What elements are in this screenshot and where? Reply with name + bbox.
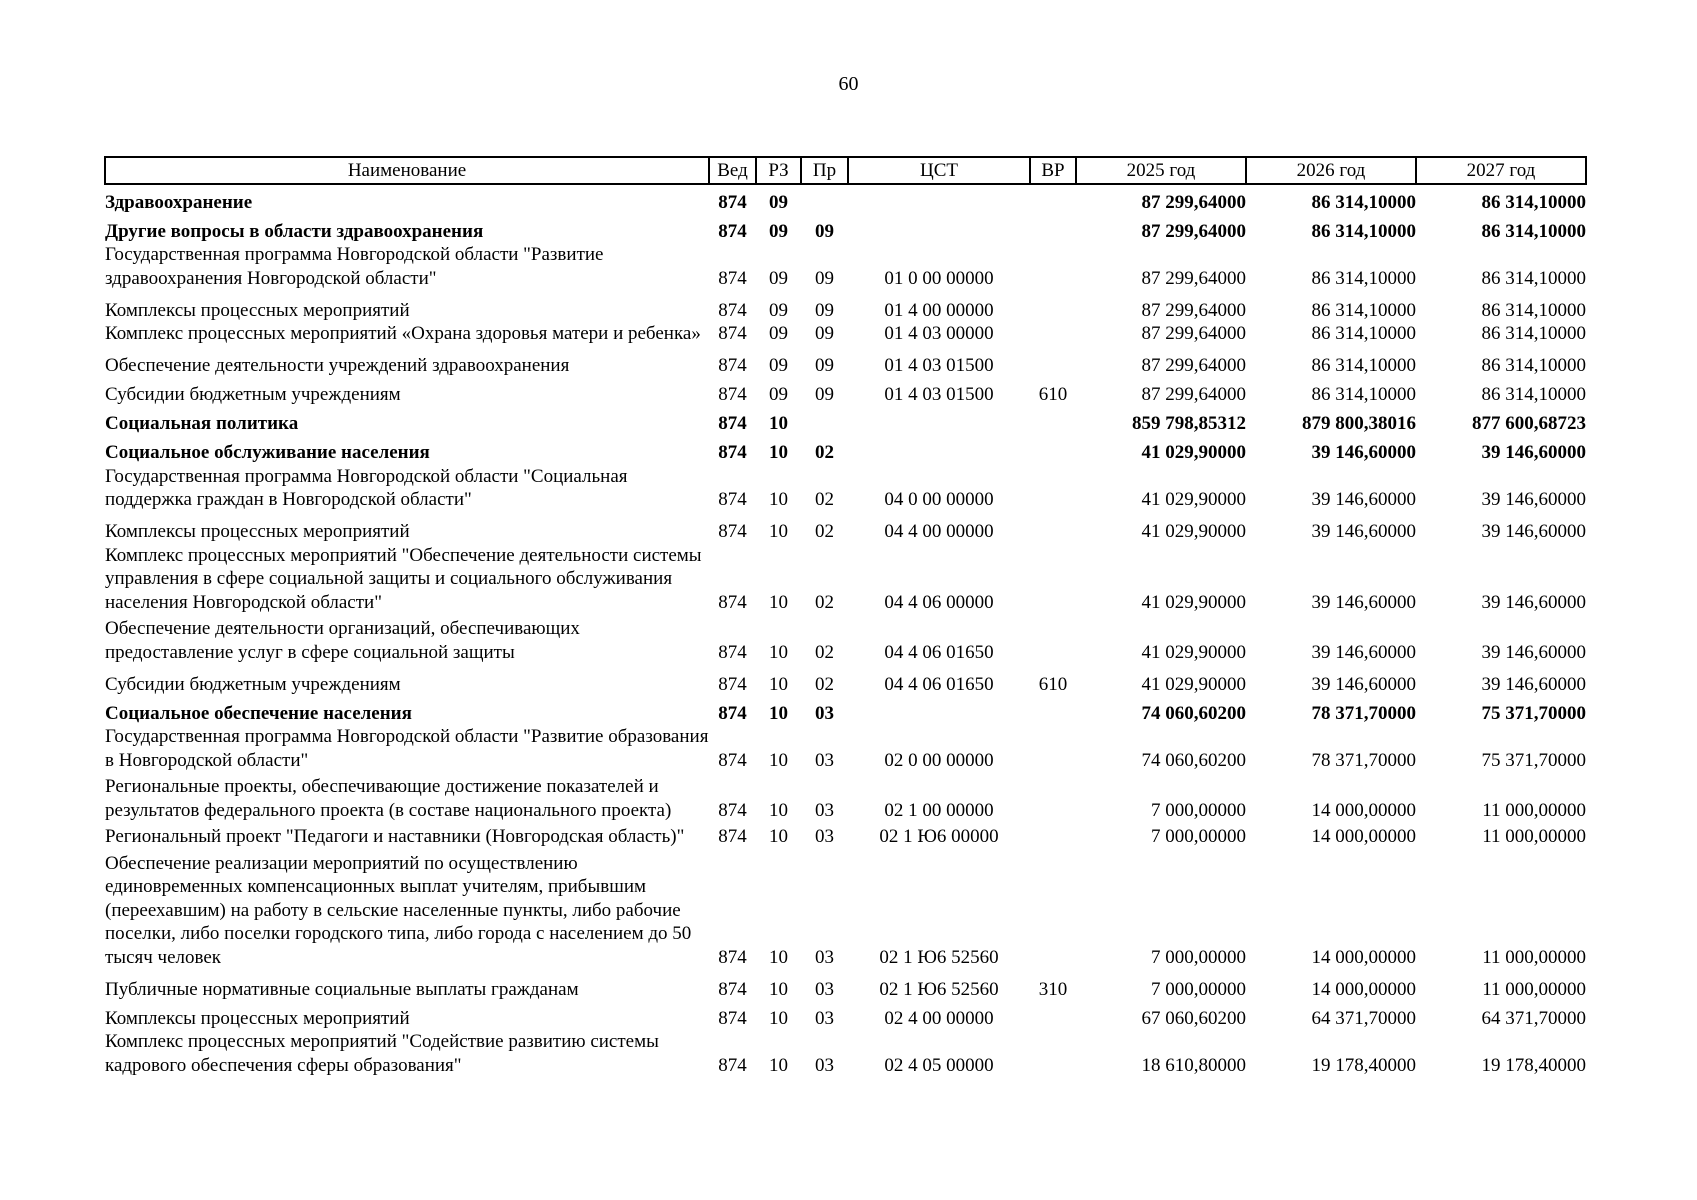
row-2025: 87 299,64000	[1141, 323, 1246, 344]
row-2025: 41 029,90000	[1141, 673, 1246, 695]
row-vr	[1030, 775, 1076, 825]
row-pr: 02	[815, 521, 834, 542]
row-2027: 86 314,10000	[1481, 384, 1586, 405]
row-2026: 14 000,00000	[1311, 978, 1416, 1000]
header-row	[105, 157, 1586, 184]
row-vr: 310	[1038, 978, 1068, 1000]
row-pr: 03	[815, 946, 834, 968]
row-2027: 11 000,00000	[1482, 799, 1586, 821]
row-name: Здравоохранение	[105, 191, 253, 213]
row-vr	[1030, 696, 1076, 725]
row-ved: 874	[718, 799, 747, 821]
row-2027: 75 371,70000	[1481, 749, 1586, 771]
row-2026: 39 146,60000	[1311, 673, 1416, 695]
row-ved: 874	[718, 191, 747, 213]
row-pr: 02	[815, 489, 834, 510]
row-pr: 02	[815, 641, 834, 663]
row-2026: 39 146,60000	[1311, 641, 1416, 663]
row-2027: 39 146,60000	[1481, 489, 1586, 510]
table-row	[105, 696, 1586, 725]
row-rz: 10	[769, 413, 788, 434]
row-cst: 04 0 00 00000	[884, 489, 994, 510]
table-row	[105, 775, 1586, 825]
row-2025: 74 060,60200	[1141, 702, 1246, 724]
row-2026: 64 371,70000	[1311, 1007, 1416, 1029]
row-pr: 02	[815, 442, 834, 463]
row-2027: 19 178,40000	[1481, 1054, 1586, 1076]
row-2026: 86 314,10000	[1311, 323, 1416, 344]
row-2026: 39 146,60000	[1311, 489, 1416, 510]
row-2025: 41 029,90000	[1141, 489, 1246, 510]
row-ved: 874	[718, 702, 747, 724]
row-cst: 02 1 Ю6 52560	[879, 978, 999, 1000]
row-pr: 09	[815, 220, 834, 242]
row-vr	[1030, 515, 1076, 544]
row-pr: 09	[815, 267, 834, 289]
row-2025: 74 060,60200	[1141, 749, 1246, 771]
row-ved: 874	[718, 641, 747, 663]
row-pr: 03	[815, 1007, 834, 1029]
row-rz: 10	[769, 641, 788, 663]
row-2027: 39 146,60000	[1481, 641, 1586, 663]
row-name: Государственная программа Новгородской области "Развитие образования в Новгородской области"	[105, 726, 709, 771]
row-name: Публичные нормативные социальные выплаты гражданам	[105, 978, 579, 1000]
table-row	[105, 725, 1586, 775]
table-row	[105, 436, 1586, 465]
row-pr: 02	[815, 591, 834, 613]
row-vr	[1030, 825, 1076, 852]
header-cst: ЦСТ	[848, 157, 1030, 184]
row-name: Комплекс процессных мероприятий "Обеспечение деятельности системы управления в сфере социальной защиты и социального обслуживания населения Новгородской области"	[105, 544, 702, 613]
row-2026: 19 178,40000	[1311, 1054, 1416, 1076]
row-ved: 874	[718, 442, 747, 463]
row-vr	[1030, 322, 1076, 349]
row-2025: 7 000,00000	[1151, 799, 1246, 821]
table-row	[105, 293, 1586, 322]
row-2027: 11 000,00000	[1482, 946, 1586, 968]
row-pr: 03	[815, 1054, 834, 1076]
row-cst: 04 4 00 00000	[884, 521, 994, 542]
row-2027: 39 146,60000	[1481, 442, 1586, 463]
row-2026: 86 314,10000	[1311, 267, 1416, 289]
row-2026: 39 146,60000	[1311, 521, 1416, 542]
row-vr	[1030, 617, 1076, 667]
row-2025: 7 000,00000	[1151, 946, 1246, 968]
row-2027: 86 314,10000	[1481, 220, 1586, 242]
table-row	[105, 972, 1586, 1001]
row-pr: 09	[815, 323, 834, 344]
row-name: Субсидии бюджетным учреждениям	[105, 384, 401, 405]
row-vr	[1030, 725, 1076, 775]
header-pr: Пр	[801, 157, 848, 184]
row-cst: 04 4 06 01650	[884, 641, 994, 663]
row-ved: 874	[718, 267, 747, 289]
row-ved: 874	[718, 299, 747, 321]
row-vr	[1030, 243, 1076, 293]
row-pr: 02	[815, 673, 834, 695]
row-rz: 10	[769, 946, 788, 968]
row-2025: 87 299,64000	[1141, 191, 1246, 213]
row-name: Региональные проекты, обеспечивающие достижение показателей и результатов федерального проекта (в составе национального проекта)	[105, 776, 672, 821]
row-name: Обеспечение деятельности организаций, обеспечивающих предоставление услуг в сфере социальной защиты	[105, 618, 580, 663]
row-pr: 03	[815, 826, 834, 847]
row-2027: 86 314,10000	[1481, 323, 1586, 344]
row-2025: 67 060,60200	[1141, 1007, 1246, 1029]
row-2026: 78 371,70000	[1311, 749, 1416, 771]
row-name: Социальная политика	[105, 413, 299, 434]
row-2027: 86 314,10000	[1481, 191, 1586, 213]
row-vr	[1030, 544, 1076, 618]
row-cst: 01 0 00 00000	[884, 267, 994, 289]
row-2025: 87 299,64000	[1141, 299, 1246, 321]
row-name: Государственная программа Новгородской области "Социальная поддержка граждан в Новгородской области"	[105, 465, 628, 510]
row-cst: 02 4 00 00000	[884, 1007, 994, 1029]
row-vr	[1030, 293, 1076, 322]
row-name: Региональный проект "Педагоги и наставники (Новгородская область)"	[105, 826, 685, 847]
table-row	[105, 1030, 1586, 1080]
row-2025: 87 299,64000	[1141, 355, 1246, 376]
header-2026: 2026 год	[1246, 157, 1416, 184]
row-2026: 78 371,70000	[1311, 702, 1416, 724]
row-rz: 09	[769, 191, 788, 213]
row-name: Обеспечение деятельности учреждений здравоохранения	[105, 355, 570, 376]
row-pr	[801, 184, 848, 214]
row-ved: 874	[718, 521, 747, 542]
table-row	[105, 184, 1586, 214]
row-rz: 10	[769, 673, 788, 695]
row-2026: 879 800,38016	[1302, 413, 1416, 434]
row-cst	[848, 184, 1030, 214]
row-cst: 01 4 03 00000	[884, 323, 994, 344]
row-rz: 10	[769, 702, 788, 724]
row-vr	[1030, 184, 1076, 214]
row-2026: 39 146,60000	[1311, 591, 1416, 613]
table-row	[105, 667, 1586, 696]
header-name: Наименование	[105, 157, 709, 184]
row-2025: 41 029,90000	[1141, 442, 1246, 463]
row-name: Социальное обеспечение населения	[105, 702, 412, 724]
row-ved: 874	[718, 591, 747, 613]
table-row	[105, 515, 1586, 544]
row-cst	[848, 214, 1030, 243]
row-ved: 874	[718, 826, 747, 847]
row-2027: 75 371,70000	[1481, 702, 1586, 724]
row-name: Государственная программа Новгородской области "Развитие здравоохранения Новгородской области"	[105, 244, 604, 289]
row-2027: 877 600,68723	[1472, 413, 1586, 434]
row-cst: 04 4 06 01650	[884, 673, 994, 695]
row-2027: 86 314,10000	[1481, 355, 1586, 376]
row-2027: 86 314,10000	[1481, 267, 1586, 289]
table-row	[105, 407, 1586, 436]
row-pr: 03	[815, 978, 834, 1000]
row-2026: 14 000,00000	[1311, 946, 1416, 968]
header-vr: ВР	[1030, 157, 1076, 184]
row-vr	[1030, 436, 1076, 465]
table-row	[105, 243, 1586, 293]
row-ved: 874	[718, 489, 747, 510]
row-2027: 11 000,00000	[1482, 826, 1586, 847]
row-name: Социальное обслуживание населения	[105, 442, 430, 463]
row-vr	[1030, 349, 1076, 378]
row-cst: 04 4 06 00000	[884, 591, 994, 613]
row-2027: 39 146,60000	[1481, 591, 1586, 613]
row-2026: 86 314,10000	[1311, 191, 1416, 213]
header-rz: РЗ	[756, 157, 801, 184]
row-name: Комплекс процессных мероприятий "Содействие развитию системы кадрового обеспечения сферы образования"	[105, 1031, 659, 1076]
table-header	[105, 157, 1586, 184]
row-2025: 87 299,64000	[1141, 220, 1246, 242]
row-ved: 874	[718, 413, 747, 434]
row-ved: 874	[718, 978, 747, 1000]
row-name: Комплекс процессных мероприятий «Охрана здоровья матери и ребенка»	[105, 323, 701, 344]
row-ved: 874	[718, 749, 747, 771]
row-cst: 02 0 00 00000	[884, 749, 994, 771]
row-2026: 14 000,00000	[1311, 826, 1416, 847]
row-2026: 39 146,60000	[1311, 442, 1416, 463]
row-ved: 874	[718, 1054, 747, 1076]
row-cst: 02 1 Ю6 52560	[879, 946, 999, 968]
row-rz: 10	[769, 1054, 788, 1076]
row-2027: 64 371,70000	[1481, 1007, 1586, 1029]
table-row	[105, 322, 1586, 349]
row-rz: 09	[769, 384, 788, 405]
row-vr	[1030, 1001, 1076, 1030]
row-vr: 610	[1038, 673, 1068, 695]
row-cst: 02 4 05 00000	[884, 1054, 994, 1076]
row-rz: 10	[769, 1007, 788, 1029]
row-2025: 41 029,90000	[1141, 641, 1246, 663]
row-2026: 14 000,00000	[1311, 799, 1416, 821]
row-rz: 10	[769, 749, 788, 771]
row-pr: 09	[815, 384, 834, 405]
header-2025: 2025 год	[1076, 157, 1246, 184]
table-row	[105, 465, 1586, 515]
row-ved: 874	[718, 384, 747, 405]
row-rz: 10	[769, 442, 788, 463]
row-cst: 01 4 00 00000	[884, 299, 994, 321]
row-vr	[1030, 852, 1076, 973]
page-number: 60	[838, 73, 859, 95]
row-rz: 10	[769, 978, 788, 1000]
row-2026: 86 314,10000	[1311, 384, 1416, 405]
row-cst	[848, 696, 1030, 725]
row-cst: 02 1 Ю6 00000	[879, 826, 999, 847]
table-row	[105, 617, 1586, 667]
row-rz: 09	[769, 299, 788, 321]
row-rz: 09	[769, 220, 788, 242]
row-cst	[848, 436, 1030, 465]
table-row	[105, 544, 1586, 618]
row-2025: 41 029,90000	[1141, 591, 1246, 613]
row-ved: 874	[718, 673, 747, 695]
header-ved: Вед	[709, 157, 756, 184]
row-cst	[848, 407, 1030, 436]
row-rz: 09	[769, 267, 788, 289]
row-name: Субсидии бюджетным учреждениям	[105, 673, 401, 695]
row-name: Обеспечение реализации мероприятий по осуществлению единовременных компенсационных выплат учителям, прибывшим (переехавшим) на работу в сельские населенные пункты, либо рабочие поселки, либо поселки городского типа, либо города с населением до 50 тысяч человек	[105, 852, 692, 968]
row-pr: 03	[815, 799, 834, 821]
row-rz: 09	[769, 355, 788, 376]
row-vr: 610	[1038, 384, 1068, 405]
row-2025: 87 299,64000	[1141, 267, 1246, 289]
row-pr: 03	[815, 749, 834, 771]
header-2027: 2027 год	[1416, 157, 1586, 184]
row-name: Другие вопросы в области здравоохранения	[105, 220, 484, 242]
row-2025: 87 299,64000	[1141, 384, 1246, 405]
row-rz: 10	[769, 591, 788, 613]
table-row	[105, 852, 1586, 973]
row-vr	[1030, 407, 1076, 436]
row-pr: 09	[815, 299, 834, 321]
row-pr	[801, 407, 848, 436]
row-name: Комплексы процессных мероприятий	[105, 299, 410, 321]
row-2025: 41 029,90000	[1141, 521, 1246, 542]
row-ved: 874	[718, 946, 747, 968]
row-vr	[1030, 214, 1076, 243]
row-cst: 01 4 03 01500	[884, 384, 994, 405]
row-pr: 09	[815, 355, 834, 376]
row-2025: 7 000,00000	[1151, 978, 1246, 1000]
row-cst: 02 1 00 00000	[884, 799, 994, 821]
row-ved: 874	[718, 323, 747, 344]
row-cst: 01 4 03 01500	[884, 355, 994, 376]
row-2025: 7 000,00000	[1151, 826, 1246, 847]
row-2027: 86 314,10000	[1481, 299, 1586, 321]
row-vr	[1030, 465, 1076, 515]
row-ved: 874	[718, 355, 747, 376]
row-2026: 86 314,10000	[1311, 355, 1416, 376]
row-2025: 18 610,80000	[1141, 1054, 1246, 1076]
row-ved: 874	[718, 1007, 747, 1029]
row-2025: 859 798,85312	[1132, 413, 1246, 434]
row-2027: 39 146,60000	[1481, 521, 1586, 542]
table-body	[105, 184, 1586, 1080]
table-row	[105, 214, 1586, 243]
table-row	[105, 378, 1586, 407]
row-rz: 10	[769, 489, 788, 510]
row-pr: 03	[815, 702, 834, 724]
row-2027: 11 000,00000	[1482, 978, 1586, 1000]
row-rz: 10	[769, 799, 788, 821]
row-2026: 86 314,10000	[1311, 299, 1416, 321]
row-name: Комплексы процессных мероприятий	[105, 521, 410, 542]
row-name: Комплексы процессных мероприятий	[105, 1007, 410, 1029]
row-2027: 39 146,60000	[1481, 673, 1586, 695]
table-row	[105, 825, 1586, 852]
row-rz: 10	[769, 826, 788, 847]
row-rz: 09	[769, 323, 788, 344]
row-2026: 86 314,10000	[1311, 220, 1416, 242]
budget-table	[104, 156, 1587, 1080]
row-vr	[1030, 1030, 1076, 1080]
row-ved: 874	[718, 220, 747, 242]
table-row	[105, 349, 1586, 378]
row-rz: 10	[769, 521, 788, 542]
table-row	[105, 1001, 1586, 1030]
